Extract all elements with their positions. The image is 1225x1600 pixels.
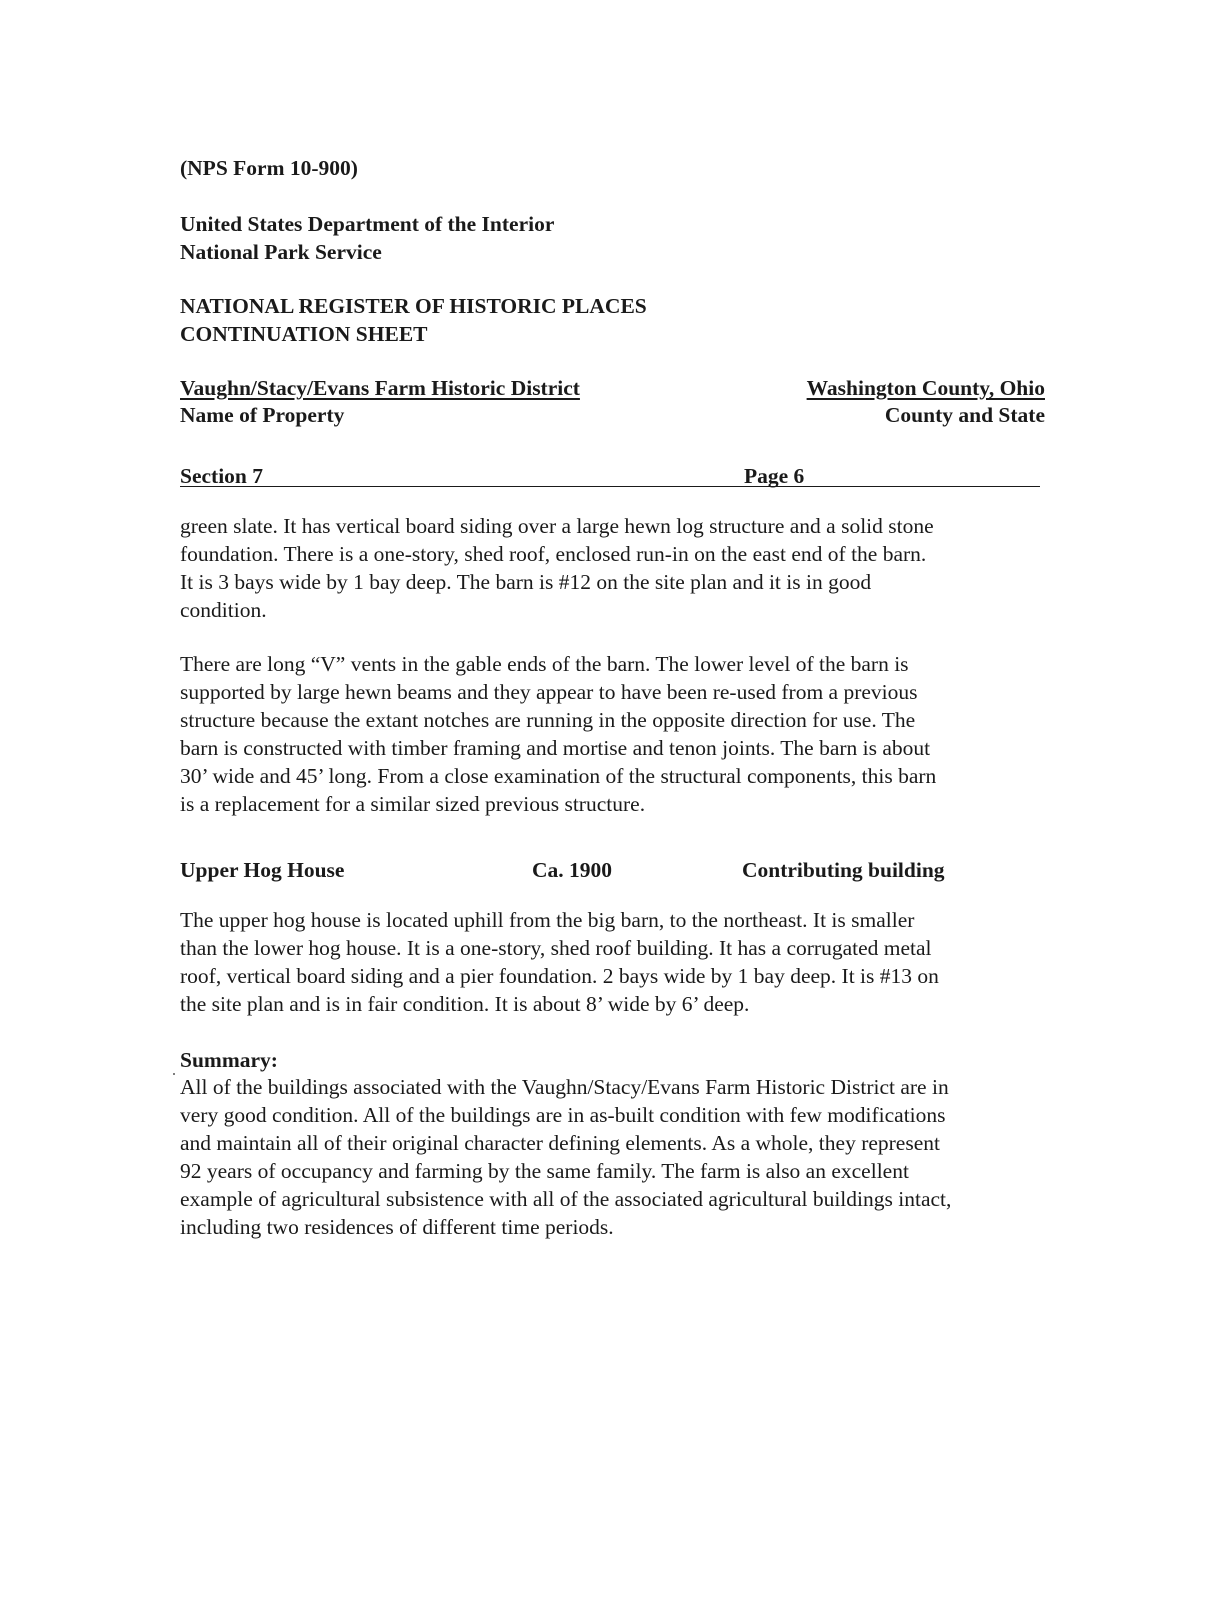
service-name: National Park Service	[180, 240, 382, 264]
paragraph-line: is a replacement for a similar sized previous structure.	[180, 792, 646, 816]
paragraph-barn-description	[180, 512, 1050, 624]
building-entry-header	[180, 856, 1040, 884]
paragraph-line: and maintain all of their original character defining elements. As a whole, they represent	[180, 1131, 940, 1155]
property-name: Vaughn/Stacy/Evans Farm Historic District	[180, 376, 580, 400]
form-id: (NPS Form 10-900)	[180, 156, 358, 180]
summary-paragraph	[180, 1073, 1050, 1241]
department-name: United States Department of the Interior	[180, 212, 555, 236]
paragraph-line: very good condition. All of the buildings are in as-built condition with few modifications	[180, 1103, 946, 1127]
paragraph-line: All of the buildings associated with the Vaughn/Stacy/Evans Farm Historic District are in	[180, 1075, 949, 1099]
county-state-label: County and State	[884, 403, 1045, 427]
paragraph-line: 30’ wide and 45’ long. From a close examination of the structural components, this barn	[180, 764, 937, 788]
sheet-type: CONTINUATION SHEET	[180, 322, 428, 346]
paragraph-line: There are long “V” vents in the gable ends of the barn. The lower level of the barn is	[180, 652, 909, 676]
paragraph-line: example of agricultural subsistence with all of the associated agricultural buildings intact,	[180, 1187, 952, 1211]
paragraph-line: structure because the extant notches are running in the opposite direction for use. The	[180, 708, 916, 732]
paragraph-line: green slate. It has vertical board siding over a large hewn log structure and a solid stone	[180, 514, 934, 538]
paragraph-line: 92 years of occupancy and farming by the same family. The farm is also an excellent	[180, 1159, 909, 1183]
paragraph-line: It is 3 bays wide by 1 bay deep. The barn is #12 on the site plan and it is in good	[180, 570, 872, 594]
paragraph-line: The upper hog house is located uphill from the big barn, to the northeast. It is smaller	[180, 908, 915, 932]
paragraph-upper-hog-house	[180, 906, 1050, 1018]
building-status: Contributing building	[742, 858, 945, 882]
paragraph-line: barn is constructed with timber framing and mortise and tenon joints. The barn is about	[180, 736, 931, 760]
section-label: Section 7	[180, 464, 264, 488]
paragraph-line: than the lower hog house. It is a one-story, shed roof building. It has a corrugated metal	[180, 936, 932, 960]
paragraph-line: condition.	[180, 598, 267, 622]
county-state: Washington County, Ohio	[806, 376, 1045, 400]
section-rule	[180, 486, 1040, 487]
summary-heading: Summary:	[180, 1048, 278, 1072]
page-label: Page 6	[744, 464, 805, 488]
building-date: Ca. 1900	[532, 858, 613, 882]
paragraph-line: the site plan and is in fair condition. It is about 8’ wide by 6’ deep.	[180, 992, 750, 1016]
paragraph-barn-structure	[180, 650, 1050, 818]
paragraph-line: supported by large hewn beams and they appear to have been re-used from a previous	[180, 680, 918, 704]
register-title: NATIONAL REGISTER OF HISTORIC PLACES	[180, 294, 647, 318]
section-page-row	[180, 462, 1040, 490]
building-name: Upper Hog House	[180, 858, 345, 882]
paragraph-line: including two residences of different time periods.	[180, 1215, 614, 1239]
paragraph-line: foundation. There is a one-story, shed roof, enclosed run-in on the east end of the barn.	[180, 542, 927, 566]
scan-speck	[173, 1073, 175, 1075]
property-name-label: Name of Property	[180, 403, 345, 427]
paragraph-line: roof, vertical board siding and a pier foundation. 2 bays wide by 1 bay deep. It is #13 on	[180, 964, 939, 988]
